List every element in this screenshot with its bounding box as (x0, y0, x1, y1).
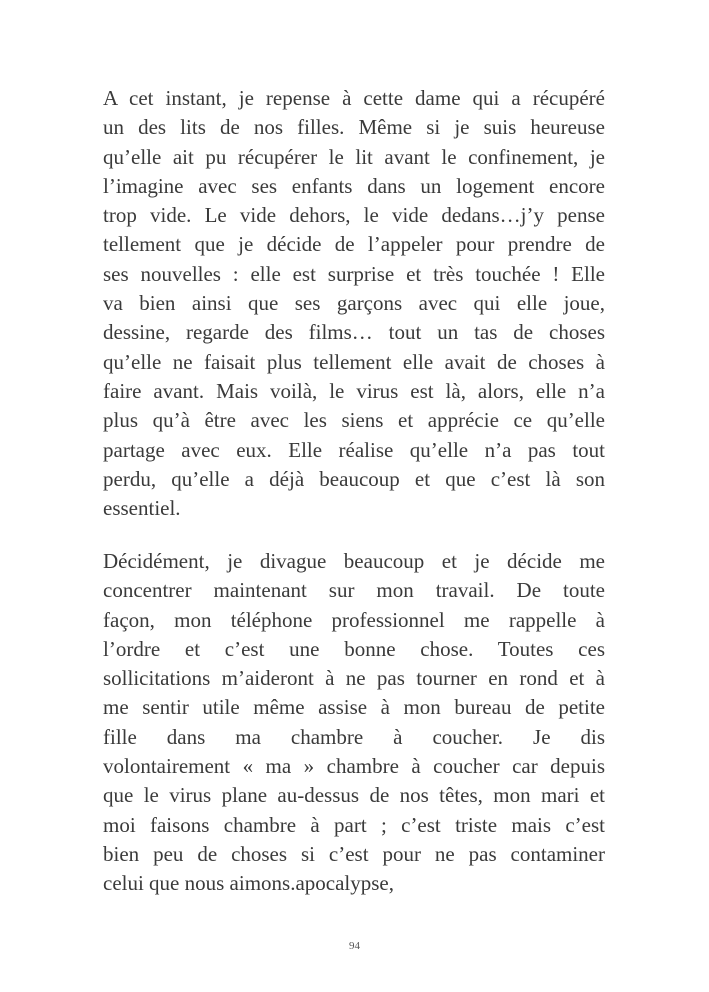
text-line: fille dans ma chambre à coucher. Je dis (103, 724, 605, 749)
text-line: sollicitations m’aideront à ne pas tourner en rond et à (103, 666, 605, 691)
paragraph-2 (103, 547, 605, 899)
text-line: façon, mon téléphone professionnel me rappelle à (103, 607, 605, 632)
text-line: plus qu’à être avec les siens et apprécie ce qu’elle (103, 408, 605, 433)
text-line: ses nouvelles : elle est surprise et très touchée ! Elle (103, 261, 605, 286)
text-line: concentrer maintenant sur mon travail. De toute (103, 578, 605, 603)
text-line: tellement que je décide de l’appeler pour prendre de (103, 232, 605, 257)
text-line: perdu, qu’elle a déjà beaucoup et que c’est là son (103, 466, 605, 491)
text-line: trop vide. Le vide dehors, le vide dedans…j’y pense (103, 203, 605, 228)
text-line: qu’elle ne faisait plus tellement elle avait de choses à (103, 349, 605, 374)
text-line: Décidément, je divague beaucoup et je décide me (103, 549, 605, 573)
text-line: A cet instant, je repense à cette dame qui a récupéré (103, 86, 605, 110)
text-line: va bien ainsi que ses garçons avec qui elle joue, (103, 291, 605, 316)
text-line: essentiel. (103, 496, 181, 521)
paragraph-1 (103, 84, 605, 523)
text-line: partage avec eux. Elle réalise qu’elle n’a pas tout (103, 437, 605, 462)
text-line: l’ordre et c’est une bonne chose. Toutes ces (103, 636, 605, 661)
text-line: volontairement « ma » chambre à coucher car depuis (103, 754, 605, 779)
text-line: qu’elle ait pu récupérer le lit avant le confinement, je (103, 144, 605, 169)
text-line: moi faisons chambre à part ; c’est triste mais c’est (103, 812, 605, 837)
text-line: faire avant. Mais voilà, le virus est là, alors, elle n’a (103, 378, 605, 403)
text-line: un des lits de nos filles. Même si je suis heureuse (103, 115, 605, 140)
text-line: me sentir utile même assise à mon bureau de petite (103, 695, 605, 720)
page-number: 94 (349, 940, 360, 952)
text-line: que le virus plane au-dessus de nos têtes, mon mari et (103, 783, 605, 808)
text-line: bien peu de choses si c’est pour ne pas contaminer (103, 841, 605, 866)
text-line: celui que nous aimons.apocalypse, (103, 871, 395, 896)
text-line: l’imagine avec ses enfants dans un logement encore (103, 173, 605, 198)
text-line: dessine, regarde des films… tout un tas de choses (103, 320, 605, 345)
